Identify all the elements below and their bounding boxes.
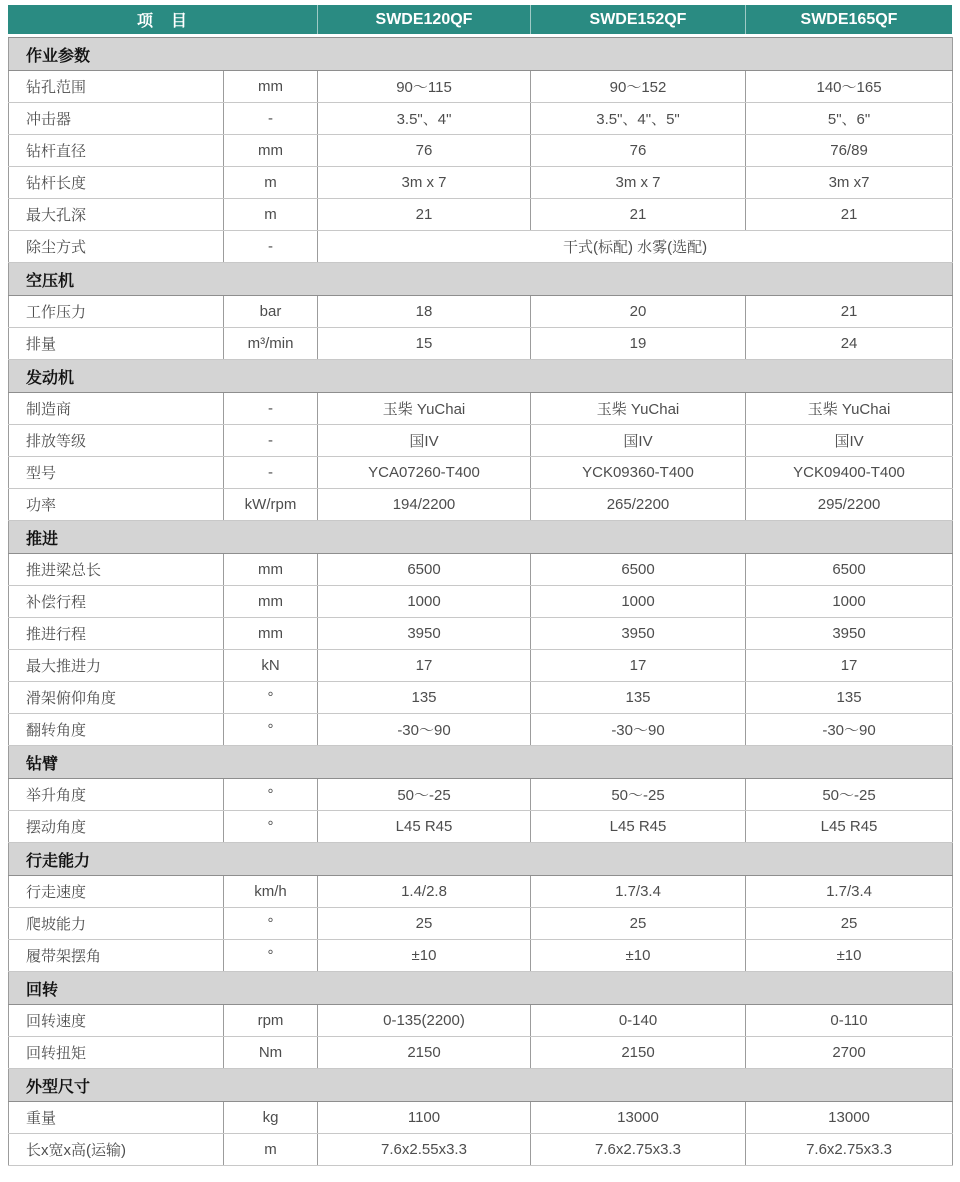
row-value-model-1: 6500 — [318, 554, 531, 586]
row-value-model-1: 3950 — [318, 618, 531, 650]
table-row — [9, 167, 953, 199]
table-row — [9, 682, 953, 714]
row-unit: mm — [224, 135, 318, 167]
table-row — [9, 554, 953, 586]
section-header-row — [9, 972, 953, 1005]
row-value-model-3: 1.7/3.4 — [746, 876, 953, 908]
row-unit: m³/min — [224, 328, 318, 360]
table-row — [9, 457, 953, 489]
row-unit: - — [224, 393, 318, 425]
row-value-model-1: 7.6x2.55x3.3 — [318, 1134, 531, 1166]
row-label: 排放等级 — [9, 425, 224, 457]
spec-table-body — [9, 38, 953, 1166]
row-value-model-3: 6500 — [746, 554, 953, 586]
row-value-model-2: 13000 — [531, 1102, 746, 1134]
row-value-model-3: 17 — [746, 650, 953, 682]
row-value-model-2: 50～-25 — [531, 779, 746, 811]
row-value-model-2: 21 — [531, 199, 746, 231]
section-title: 空压机 — [9, 263, 953, 296]
row-label: 回转扭矩 — [9, 1037, 224, 1069]
row-label: 功率 — [9, 489, 224, 521]
row-unit: - — [224, 425, 318, 457]
row-value-model-1: 21 — [318, 199, 531, 231]
row-label: 工作压力 — [9, 296, 224, 328]
row-unit: m — [224, 1134, 318, 1166]
row-label: 补偿行程 — [9, 586, 224, 618]
table-row — [9, 586, 953, 618]
row-unit: mm — [224, 618, 318, 650]
row-unit: km/h — [224, 876, 318, 908]
table-header-row — [8, 5, 952, 34]
row-label: 钻杆直径 — [9, 135, 224, 167]
row-value-model-2: 国IV — [531, 425, 746, 457]
row-unit: ° — [224, 811, 318, 843]
row-unit: Nm — [224, 1037, 318, 1069]
row-value-model-1: 1000 — [318, 586, 531, 618]
row-value-model-3: 5"、6" — [746, 103, 953, 135]
row-value-model-1: 135 — [318, 682, 531, 714]
row-unit: kN — [224, 650, 318, 682]
row-value-model-1: 50～-25 — [318, 779, 531, 811]
row-value-merged: 干式(标配) 水雾(选配) — [318, 231, 953, 263]
row-value-model-1: 1.4/2.8 — [318, 876, 531, 908]
row-value-model-2: 1000 — [531, 586, 746, 618]
row-value-model-2: 20 — [531, 296, 746, 328]
table-row — [9, 1037, 953, 1069]
row-value-model-3: 135 — [746, 682, 953, 714]
row-value-model-2: 76 — [531, 135, 746, 167]
row-value-model-3: 25 — [746, 908, 953, 940]
row-value-model-2: 25 — [531, 908, 746, 940]
row-value-model-1: 玉柴 YuChai — [318, 393, 531, 425]
row-label: 最大孔深 — [9, 199, 224, 231]
table-row — [9, 1102, 953, 1134]
column-header-model-swde120qf: SWDE120QF — [317, 5, 530, 34]
row-value-model-3: ±10 — [746, 940, 953, 972]
table-row — [9, 618, 953, 650]
table-row — [9, 199, 953, 231]
row-value-model-3: 76/89 — [746, 135, 953, 167]
spec-table-grid — [8, 37, 953, 1166]
row-unit: mm — [224, 586, 318, 618]
row-value-model-1: -30～90 — [318, 714, 531, 746]
row-value-model-3: YCK09400-T400 — [746, 457, 953, 489]
section-header-row — [9, 38, 953, 71]
table-row — [9, 103, 953, 135]
table-row — [9, 650, 953, 682]
row-value-model-2: 3.5"、4"、5" — [531, 103, 746, 135]
row-unit: bar — [224, 296, 318, 328]
row-value-model-3: 24 — [746, 328, 953, 360]
spec-table — [8, 5, 952, 1166]
row-value-model-2: 265/2200 — [531, 489, 746, 521]
row-value-model-1: ±10 — [318, 940, 531, 972]
row-value-model-3: L45 R45 — [746, 811, 953, 843]
row-label: 翻转角度 — [9, 714, 224, 746]
row-value-model-1: 3.5"、4" — [318, 103, 531, 135]
table-row — [9, 779, 953, 811]
section-title: 回转 — [9, 972, 953, 1005]
row-value-model-1: 1100 — [318, 1102, 531, 1134]
row-label: 型号 — [9, 457, 224, 489]
row-label: 冲击器 — [9, 103, 224, 135]
row-unit: - — [224, 103, 318, 135]
section-header-row — [9, 1069, 953, 1102]
table-row — [9, 425, 953, 457]
row-label: 行走速度 — [9, 876, 224, 908]
column-header-model-swde165qf: SWDE165QF — [745, 5, 952, 34]
row-label: 长x宽x高(运输) — [9, 1134, 224, 1166]
section-header-row — [9, 746, 953, 779]
row-value-model-2: 1.7/3.4 — [531, 876, 746, 908]
row-value-model-2: 135 — [531, 682, 746, 714]
row-value-model-3: 13000 — [746, 1102, 953, 1134]
row-value-model-2: 2150 — [531, 1037, 746, 1069]
section-header-row — [9, 521, 953, 554]
row-label: 滑架俯仰角度 — [9, 682, 224, 714]
row-value-model-1: 15 — [318, 328, 531, 360]
row-value-model-2: 3m x 7 — [531, 167, 746, 199]
row-label: 最大推进力 — [9, 650, 224, 682]
row-value-model-2: 3950 — [531, 618, 746, 650]
table-row — [9, 908, 953, 940]
row-value-model-3: 0-110 — [746, 1005, 953, 1037]
row-value-model-3: 3m x7 — [746, 167, 953, 199]
row-unit: - — [224, 457, 318, 489]
row-label: 排量 — [9, 328, 224, 360]
row-unit: kg — [224, 1102, 318, 1134]
table-row — [9, 811, 953, 843]
row-unit: m — [224, 167, 318, 199]
row-value-model-2: -30～90 — [531, 714, 746, 746]
row-value-model-2: 90～152 — [531, 71, 746, 103]
row-value-model-2: 玉柴 YuChai — [531, 393, 746, 425]
row-unit: mm — [224, 554, 318, 586]
section-title: 行走能力 — [9, 843, 953, 876]
row-value-model-1: 0-135(2200) — [318, 1005, 531, 1037]
row-value-model-3: 1000 — [746, 586, 953, 618]
table-row — [9, 135, 953, 167]
row-unit: ° — [224, 714, 318, 746]
row-value-model-1: L45 R45 — [318, 811, 531, 843]
row-label: 推进梁总长 — [9, 554, 224, 586]
row-unit: - — [224, 231, 318, 263]
table-row — [9, 940, 953, 972]
row-value-model-1: 3m x 7 — [318, 167, 531, 199]
row-value-model-3: 玉柴 YuChai — [746, 393, 953, 425]
table-row — [9, 393, 953, 425]
row-value-model-3: -30～90 — [746, 714, 953, 746]
row-value-model-3: 21 — [746, 296, 953, 328]
row-value-model-1: 2150 — [318, 1037, 531, 1069]
row-value-model-1: YCA07260-T400 — [318, 457, 531, 489]
table-row — [9, 71, 953, 103]
row-label: 履带架摆角 — [9, 940, 224, 972]
table-row — [9, 1134, 953, 1166]
section-header-row — [9, 263, 953, 296]
section-title: 钻臂 — [9, 746, 953, 779]
table-row — [9, 489, 953, 521]
row-unit: ° — [224, 908, 318, 940]
row-value-model-3: 295/2200 — [746, 489, 953, 521]
row-value-model-2: 0-140 — [531, 1005, 746, 1037]
table-row — [9, 231, 953, 263]
section-title: 作业参数 — [9, 38, 953, 71]
section-header-row — [9, 843, 953, 876]
row-value-model-3: 3950 — [746, 618, 953, 650]
row-unit: kW/rpm — [224, 489, 318, 521]
row-value-model-3: 140～165 — [746, 71, 953, 103]
row-value-model-2: 7.6x2.75x3.3 — [531, 1134, 746, 1166]
column-header-item: 项 目 — [136, 13, 188, 30]
row-value-model-2: 6500 — [531, 554, 746, 586]
row-value-model-3: 50～-25 — [746, 779, 953, 811]
table-row — [9, 296, 953, 328]
row-value-model-1: 76 — [318, 135, 531, 167]
section-title: 外型尺寸 — [9, 1069, 953, 1102]
row-unit: ° — [224, 779, 318, 811]
row-value-model-1: 17 — [318, 650, 531, 682]
row-value-model-2: 19 — [531, 328, 746, 360]
row-unit: ° — [224, 940, 318, 972]
row-label: 举升角度 — [9, 779, 224, 811]
row-value-model-3: 7.6x2.75x3.3 — [746, 1134, 953, 1166]
row-unit: m — [224, 199, 318, 231]
row-value-model-1: 90～115 — [318, 71, 531, 103]
table-row — [9, 328, 953, 360]
row-label: 制造商 — [9, 393, 224, 425]
row-unit: mm — [224, 71, 318, 103]
column-header-model-swde152qf: SWDE152QF — [530, 5, 745, 34]
row-label: 重量 — [9, 1102, 224, 1134]
table-row — [9, 714, 953, 746]
row-value-model-2: L45 R45 — [531, 811, 746, 843]
row-value-model-1: 25 — [318, 908, 531, 940]
row-value-model-2: 17 — [531, 650, 746, 682]
row-value-model-2: YCK09360-T400 — [531, 457, 746, 489]
table-row — [9, 876, 953, 908]
section-title: 推进 — [9, 521, 953, 554]
row-unit: ° — [224, 682, 318, 714]
section-header-row — [9, 360, 953, 393]
row-label: 钻杆长度 — [9, 167, 224, 199]
row-unit: rpm — [224, 1005, 318, 1037]
section-title: 发动机 — [9, 360, 953, 393]
row-label: 摆动角度 — [9, 811, 224, 843]
row-value-model-3: 2700 — [746, 1037, 953, 1069]
row-label: 除尘方式 — [9, 231, 224, 263]
row-label: 爬坡能力 — [9, 908, 224, 940]
row-label: 推进行程 — [9, 618, 224, 650]
row-value-model-3: 21 — [746, 199, 953, 231]
row-label: 回转速度 — [9, 1005, 224, 1037]
row-value-model-1: 194/2200 — [318, 489, 531, 521]
table-row — [9, 1005, 953, 1037]
row-value-model-1: 国IV — [318, 425, 531, 457]
row-label: 钻孔范围 — [9, 71, 224, 103]
row-value-model-3: 国IV — [746, 425, 953, 457]
row-value-model-2: ±10 — [531, 940, 746, 972]
row-value-model-1: 18 — [318, 296, 531, 328]
